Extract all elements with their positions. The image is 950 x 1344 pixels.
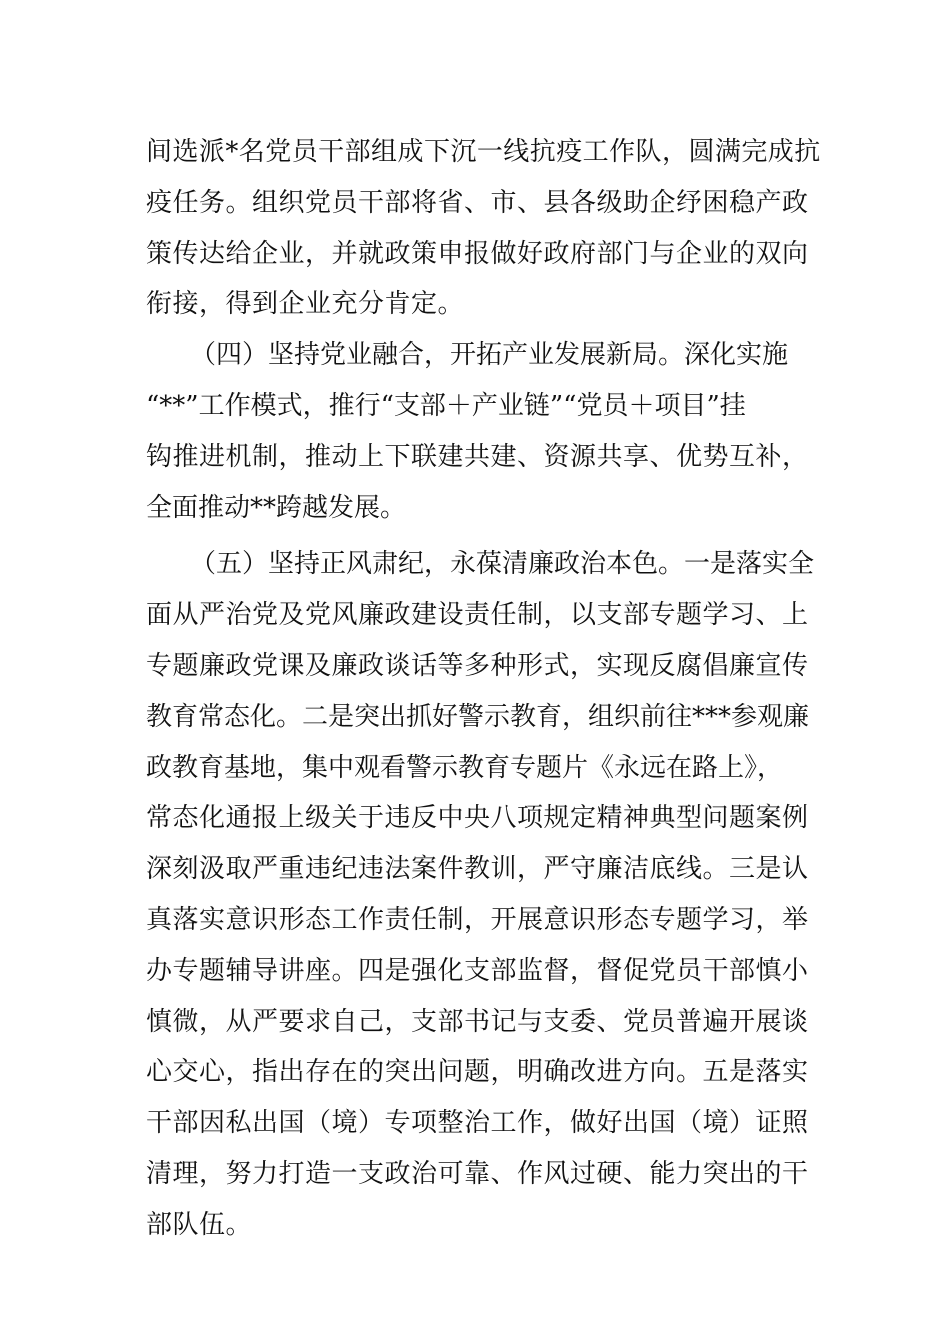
text-line: 专题廉政党课及廉政谈话等多种形式，实现反腐倡廉宣传 bbox=[146, 650, 809, 681]
paragraph-3 bbox=[146, 539, 815, 1250]
paragraph-1 bbox=[146, 127, 821, 330]
text-line: 策传达给企业，并就政策申报做好政府部门与企业的双向 bbox=[146, 238, 809, 269]
text-line: 全面推动**跨越发展。 bbox=[146, 492, 407, 523]
document-body bbox=[146, 127, 821, 1251]
text-line: 办专题辅导讲座。四是强化支部监督，督促党员干部慎小 bbox=[146, 955, 809, 986]
text-line: 面从严治党及党风廉政建设责任制，以支部专题学习、上 bbox=[146, 600, 809, 631]
text-line: 教育常态化。二是突出抓好警示教育，组织前往***参观廉 bbox=[146, 701, 810, 732]
text-line: 政教育基地，集中观看警示教育专题片《永远在路上》， bbox=[146, 752, 784, 783]
text-line: 深刻汲取严重违纪违法案件教训，严守廉洁底线。三是认 bbox=[146, 854, 809, 885]
text-line: 部队伍。 bbox=[146, 1209, 253, 1240]
text-line: “**”工作模式，推行“支部＋产业链”“党员＋项目”挂 bbox=[146, 390, 746, 421]
text-line: 干部因私出国（境）专项整治工作，做好出国（境）证照 bbox=[146, 1108, 809, 1139]
text-line: 钩推进机制，推动上下联建共建、资源共享、优势互补， bbox=[146, 441, 809, 472]
text-line: 衔接，得到企业充分肯定。 bbox=[146, 289, 465, 320]
text-line: （五）坚持正风肃纪，永葆清廉政治本色。一是落实全 bbox=[190, 549, 815, 580]
text-line: 心交心，指出存在的突出问题，明确改进方向。五是落实 bbox=[146, 1057, 809, 1088]
text-line: 间选派*名党员干部组成下沉一线抗疫工作队，圆满完成抗 bbox=[146, 137, 821, 167]
text-line: 清理，努力打造一支政治可靠、作风过硬、能力突出的干 bbox=[146, 1158, 809, 1189]
text-line: 慎微，从严要求自己，支部书记与支委、党员普遍开展谈 bbox=[146, 1006, 809, 1037]
text-line: 疫任务。组织党员干部将省、市、县各级助企纾困稳产政 bbox=[146, 187, 809, 218]
text-line: 真落实意识形态工作责任制，开展意识形态专题学习，举 bbox=[146, 904, 809, 935]
paragraph-2 bbox=[146, 330, 809, 533]
text-line: （四）坚持党业融合，开拓产业发展新局。深化实施 bbox=[190, 340, 789, 371]
text-line: 常态化通报上级关于违反中央八项规定精神典型问题案例 bbox=[146, 803, 809, 834]
